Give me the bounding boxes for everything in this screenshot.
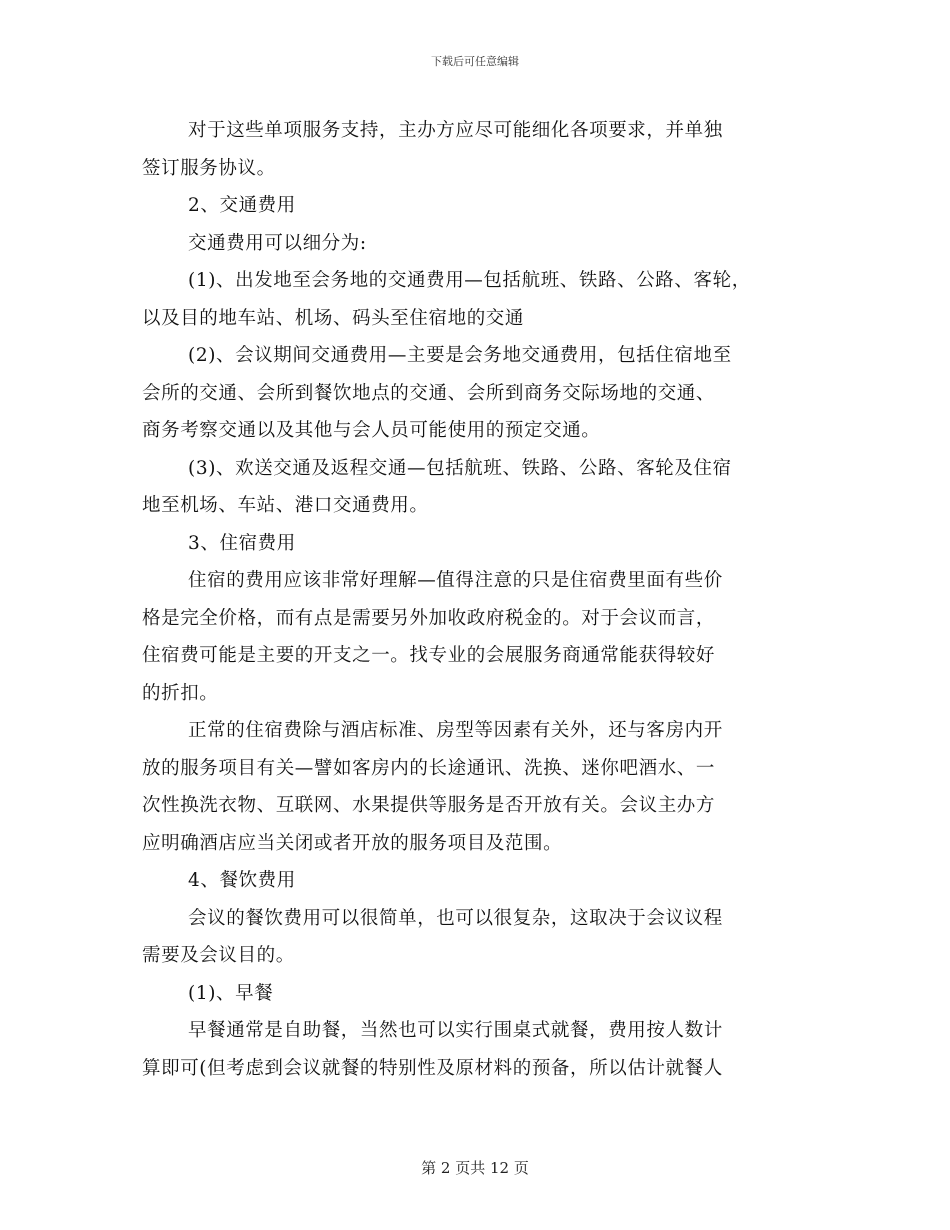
text-line: 放的服务项目有关—譬如客房内的长途通讯、洗换、迷你吧酒水、一 <box>142 757 716 779</box>
text-line: 正常的住宿费除与酒店标准、房型等因素有关外，还与客房内开 <box>188 720 723 741</box>
text-line: 需要及会议目的。 <box>142 945 295 966</box>
text-line: 次性换洗衣物、互联网、水果提供等服务是否开放有关。会议主办方 <box>142 795 716 816</box>
text-line: 4、餐饮费用 <box>188 870 296 891</box>
page-header: 下载后可任意编辑 <box>431 55 519 68</box>
text-line: 的折扣。 <box>142 682 219 704</box>
text-line: 应明确酒店应当关闭或者开放的服务项目及范围。 <box>142 832 563 854</box>
text-line: 商务考察交通以及其他与会人员可能使用的预定交通。 <box>142 420 601 441</box>
text-line: 2、交通费用 <box>188 195 296 216</box>
text-line: 住宿的费用应该非常好理解—值得注意的只是住宿费里面有些价 <box>188 570 723 591</box>
text-line: 地至机场、车站、港口交通费用。 <box>142 495 429 516</box>
text-line: (1)、出发地至会务地的交通费用—包括航班、铁路、公路、客轮， <box>188 270 751 291</box>
text-line: 住宿费可能是主要的开支之一。找专业的会展服务商通常能获得较好 <box>142 645 716 666</box>
text-line: 对于这些单项服务支持，主办方应尽可能细化各项要求，并单独 <box>188 120 723 141</box>
text-line: 格是完全价格，而有点是需要另外加收政府税金的。对于会议而言， <box>142 607 716 629</box>
text-line: 算即可(但考虑到会议就餐的特别性及原材料的预备，所以估计就餐人 <box>142 1057 723 1079</box>
text-line: 3、住宿费用 <box>188 532 296 554</box>
page-footer: 第 2 页共 12 页 <box>421 1159 529 1177</box>
text-line: 签订服务协议。 <box>142 157 276 179</box>
text-line: 以及目的地车站、机场、码头至住宿地的交通 <box>142 307 525 329</box>
text-line: 交通费用可以细分为: <box>188 232 367 254</box>
document-body <box>142 112 822 1087</box>
text-line: 会所的交通、会所到餐饮地点的交通、会所到商务交际场地的交通、 <box>142 382 716 404</box>
text-line: 早餐通常是自助餐，当然也可以实行围桌式就餐，费用按人数计 <box>188 1020 723 1041</box>
text-line: 会议的餐饮费用可以很简单，也可以很复杂，这取决于会议议程 <box>188 907 723 929</box>
text-line: (2)、会议期间交通费用—主要是会务地交通费用，包括住宿地至 <box>188 345 732 366</box>
text-line: (1)、早餐 <box>188 982 274 1004</box>
text-line: (3)、欢送交通及返程交通—包括航班、铁路、公路、客轮及住宿 <box>188 457 732 479</box>
